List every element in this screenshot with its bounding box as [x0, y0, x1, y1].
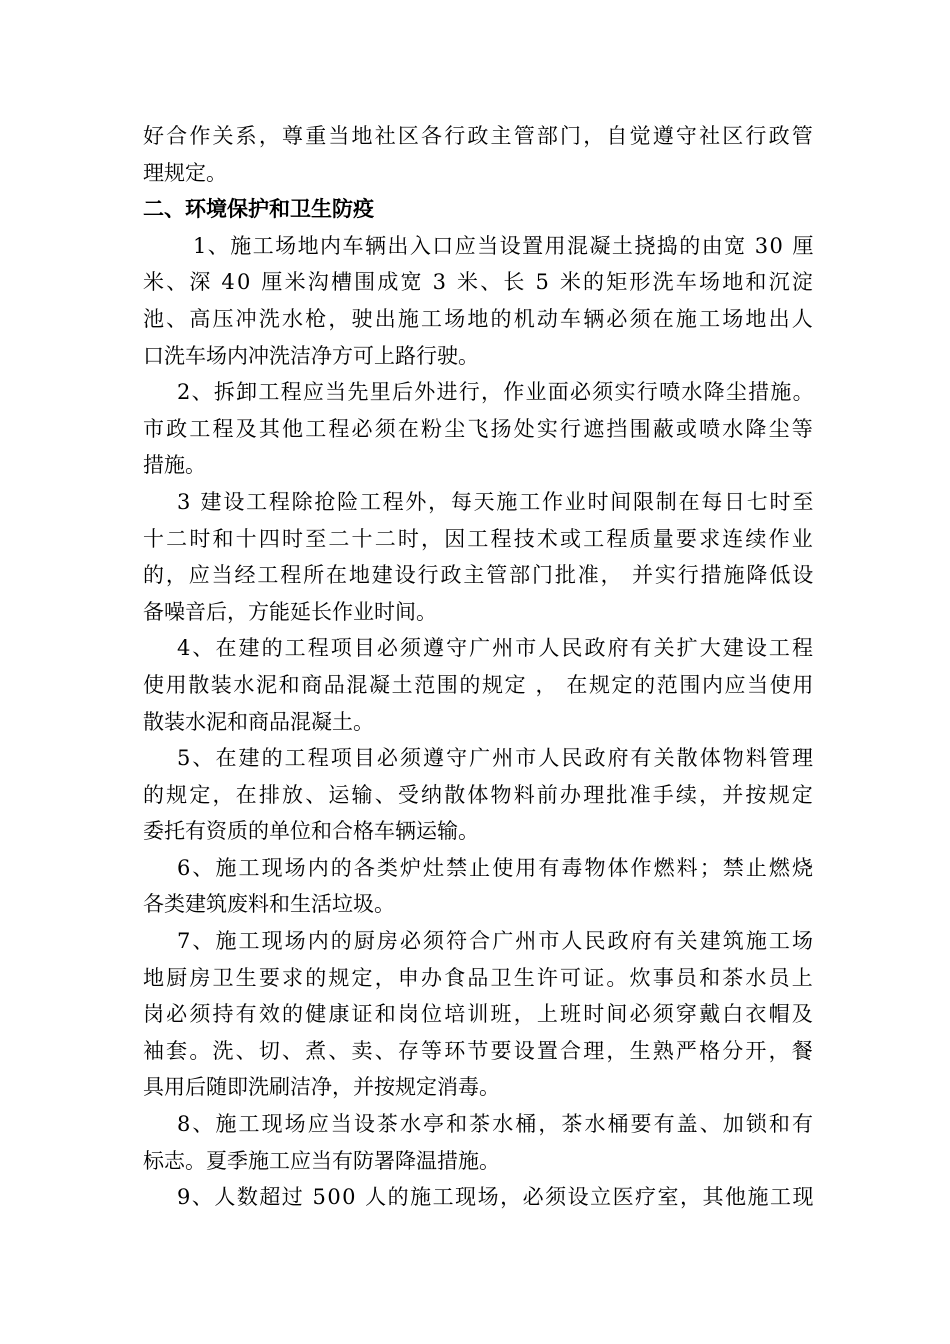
text-line: 地厨房卫生要求的规定，申办食品卫生许可证。炊事员和茶水员上	[143, 965, 815, 990]
text-line: 8、施工现场应当设茶水亭和茶水桶，茶水桶要有盖、加锁和有	[177, 1112, 816, 1137]
text-line: 6、施工现场内的各类炉灶禁止使用有毒物体作燃料；禁止燃烧	[177, 855, 816, 880]
document-page	[143, 118, 815, 1216]
text-line: 具用后随即洗刷洁净，并按规定消毒。	[143, 1075, 500, 1100]
text-line: 袖套。洗、切、煮、卖、存等环节要设置合理，生熟严格分开，餐	[143, 1038, 815, 1063]
text-line: 岗必须持有效的健康证和岗位培训班，上班时间必须穿戴白衣帽及	[143, 1002, 815, 1027]
text-line: 的，应当经工程所在地建设行政主管部门批准， 并实行措施降低设	[143, 563, 816, 588]
text-line: 5、在建的工程项目必须遵守广州市人民政府有关散体物料管理	[177, 746, 816, 771]
text-line: 7、施工现场内的厨房必须符合广州市人民政府有关建筑施工场	[177, 929, 816, 954]
text-line: 理规定。	[143, 160, 227, 185]
text-line: 措施。	[143, 453, 206, 478]
text-line: 备噪音后，方能延长作业时间。	[143, 599, 437, 624]
text-line: 标志。夏季施工应当有防署降温措施。	[143, 1148, 500, 1173]
text-line: 3 建设工程除抢险工程外，每天施工作业时间限制在每日七时至	[177, 489, 816, 514]
text-line: 2、拆卸工程应当先里后外进行，作业面必须实行喷水降尘措施。	[177, 380, 815, 405]
text-line: 委托有资质的单位和合格车辆运输。	[143, 819, 479, 844]
text-line: 米、深 40 厘米沟槽围成宽 3 米、长 5 米的矩形洗车场地和沉淀	[143, 270, 815, 295]
text-line: 9、人数超过 500 人的施工现场，必须设立医疗室，其他施工现	[177, 1185, 815, 1210]
text-line: 池、高压冲洗水枪，驶出施工场地的机动车辆必须在施工场地出人	[143, 306, 815, 331]
text-line: 1、施工场地内车辆出入口应当设置用混凝土挠捣的由宽 30 厘	[193, 233, 815, 258]
text-line: 使用散装水泥和商品混凝土范围的规定 ， 在规定的范围内应当使用	[143, 672, 815, 697]
text-line: 十二时和十四时至二十二时，因工程技术或工程质量要求连续作业	[143, 526, 815, 551]
text-line: 口洗车场内冲洗洁净方可上路行驶。	[143, 343, 479, 368]
text-line: 散装水泥和商品混凝土。	[143, 709, 374, 734]
text-line: 4、在建的工程项目必须遵守广州市人民政府有关扩大建设工程	[177, 636, 816, 661]
text-line: 市政工程及其他工程必须在粉尘飞扬处实行遮挡围蔽或喷水降尘等	[143, 416, 815, 441]
text-line: 各类建筑废料和生活垃圾。	[143, 892, 395, 917]
text-line: 好合作关系，尊重当地社区各行政主管部门，自觉遵守社区行政管	[143, 124, 815, 148]
section-heading: 二、环境保护和卫生防疫	[143, 196, 374, 222]
text-line: 的规定，在排放、运输、受纳散体物料前办理批准手续，并按规定	[143, 782, 815, 807]
